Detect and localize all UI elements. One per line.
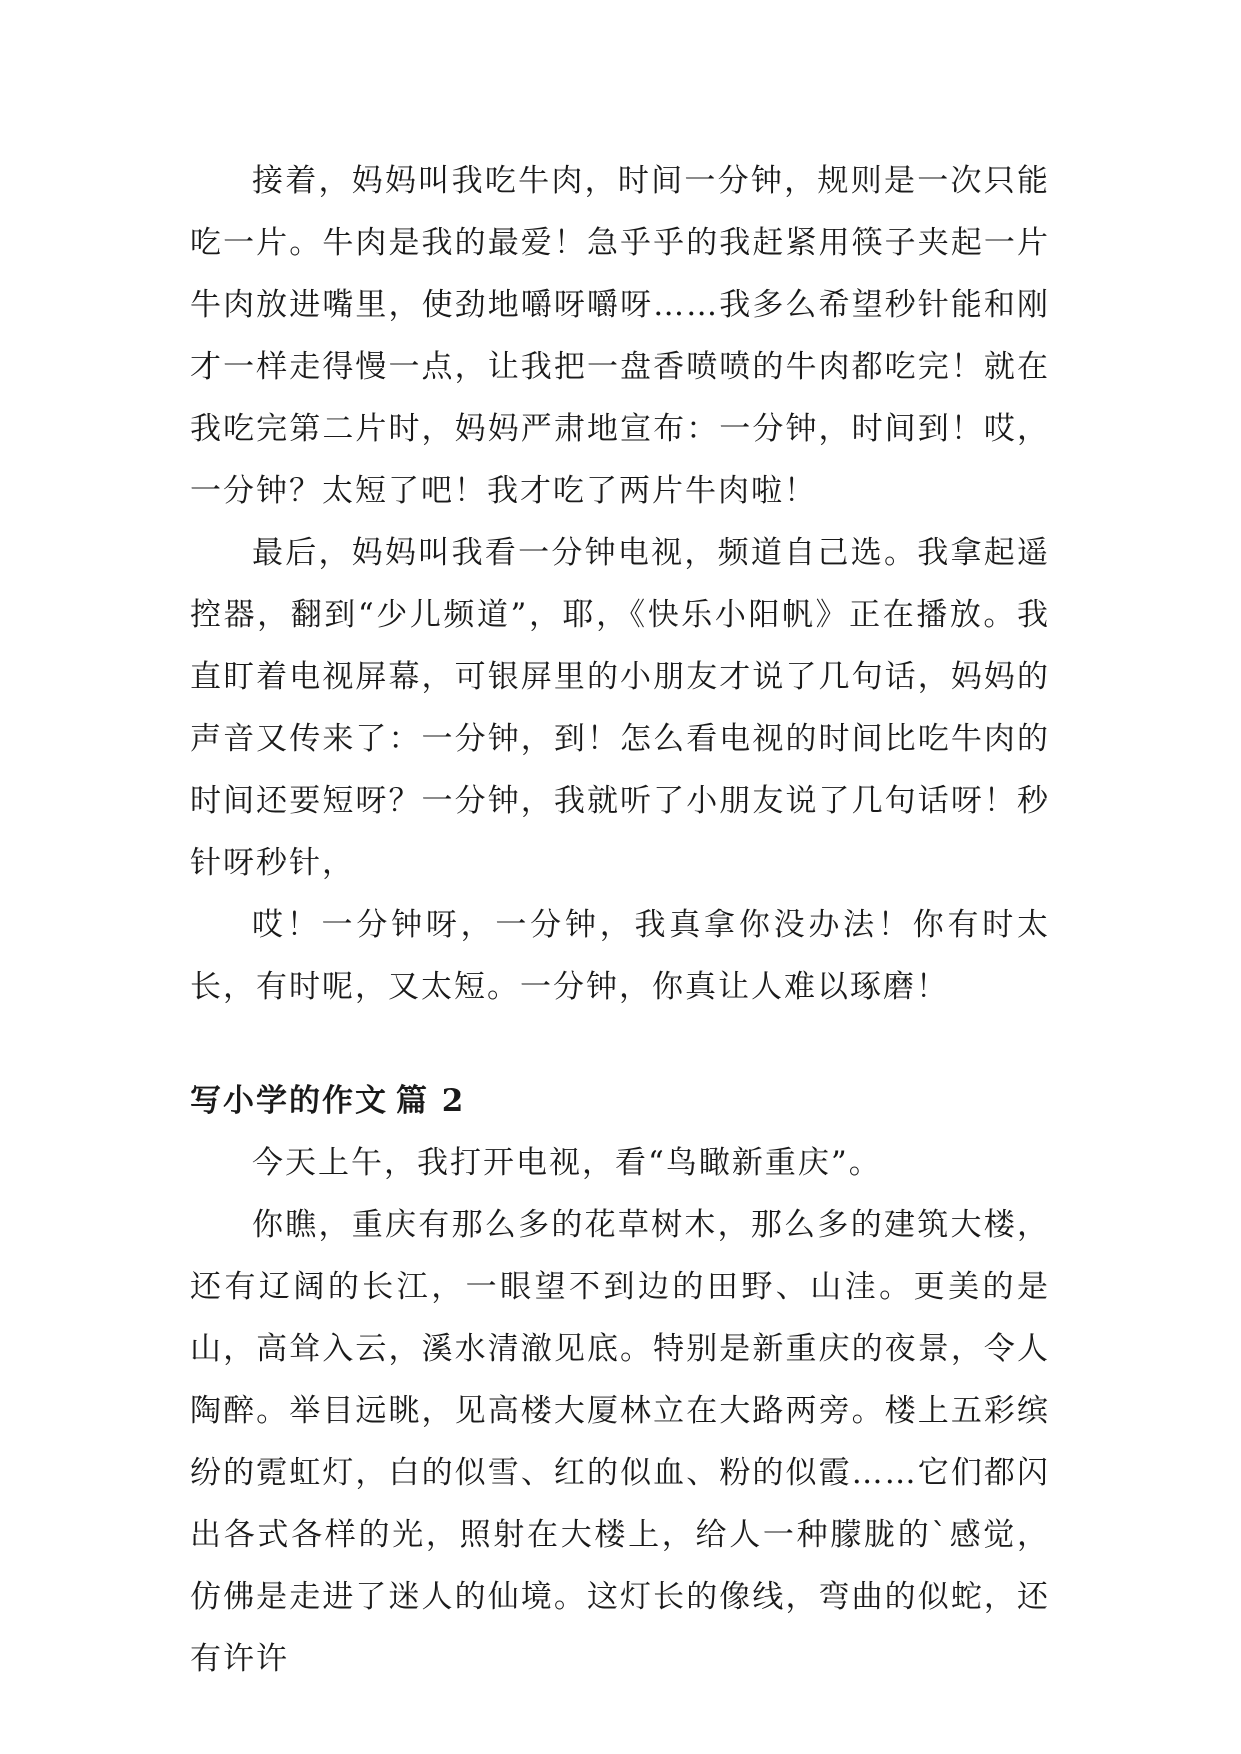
section-heading [190, 1070, 1050, 1132]
paragraph-chongqing-scenery: 你瞧，重庆有那么多的花草树木，那么多的建筑大楼，还有辽阔的长江，一眼望不到边的田野、山洼。更美的是山，高耸入云，溪水清澈见底。特别是新重庆的夜景，令人陶醉。举目远眺，见高楼大厦林立在大路两旁。楼上五彩缤纷的霓虹灯，白的似雪、红的似血、粉的似霞……它们都闪出各式各样的光，照射在大楼上，给人一种朦胧的`感觉，仿佛是走进了迷人的仙境。这灯长的像线，弯曲的似蛇，还有许许 [190, 1207, 1050, 1677]
paragraph-beef: 接着，妈妈叫我吃牛肉，时间一分钟，规则是一次只能吃一片。牛肉是我的最爱！急乎乎的我赶紧用筷子夹起一片牛肉放进嘴里，使劲地嚼呀嚼呀……我多么希望秒针能和刚才一样走得慢一点，让我把一盘香喷喷的牛肉都吃完！就在我吃完第二片时，妈妈严肃地宣布：一分钟，时间到！哎，一分钟？太短了吧！我才吃了两片牛肉啦！ [190, 163, 1050, 509]
document-body [190, 150, 1050, 1690]
section-title: 写小学的作文 [190, 1083, 388, 1119]
section-number: 篇 2 [396, 1083, 466, 1119]
paragraph-tv: 最后，妈妈叫我看一分钟电视，频道自己选。我拿起遥控器，翻到“少儿频道”，耶，《快乐小阳帆》正在播放。我直盯着电视屏幕，可银屏里的小朋友才说了几句话，妈妈的声音又传来了：一分钟，到！怎么看电视的时间比吃牛肉的时间还要短呀？一分钟，我就听了小朋友说了几句话呀！秒针呀秒针， [190, 535, 1050, 881]
paragraph-conclusion: 哎！一分钟呀，一分钟，我真拿你没办法！你有时太长，有时呢，又太短。一分钟，你真让人难以琢磨！ [190, 907, 1050, 1005]
paragraph-intro: 今天上午，我打开电视，看“鸟瞰新重庆”。 [252, 1145, 882, 1181]
